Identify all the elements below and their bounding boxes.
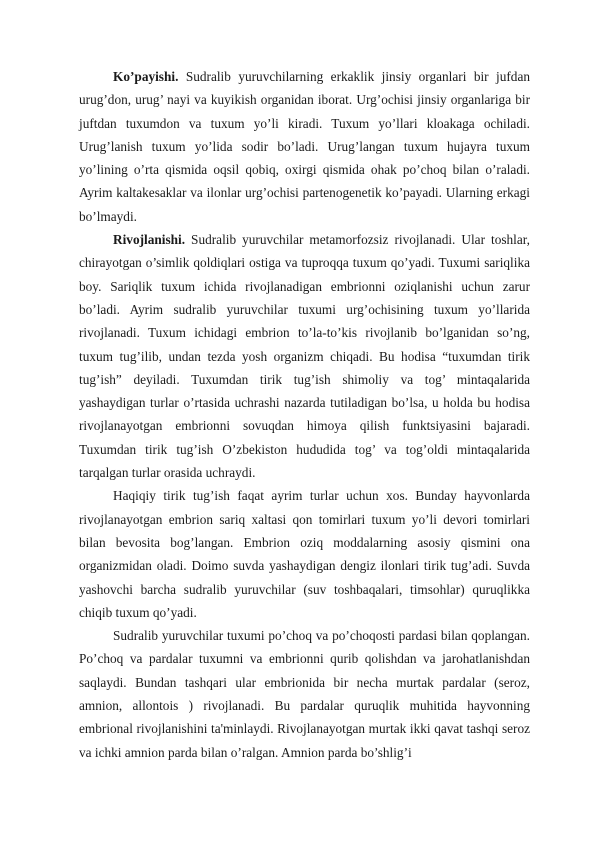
- paragraph-development: [79, 228, 530, 484]
- heading-development: Rivojlanishi.: [113, 232, 186, 248]
- paragraph-live-birth: [79, 484, 530, 624]
- paragraph-text: Sudralib yuruvchilarning erkaklik jinsiy organlari bir jufdan urug’don, urug’ nayi va kuyikish organidan iborat. Urg’ochisi jinsiy organlariga bir juftdan tuxumdon va tuxum yo’li kiradi. Tuxum yo’llari kloakaga ochiladi. Urug’lanish tuxum yo’lida sodir bo’ladi. Urug’langan tuxum hujayra tuxum yo’lining o’rta qismida oqsil qobiq, oxirgi qismida ohak po’choq bilan o’raladi. Ayrim kaltakesaklar va ilonlar urg’ochisi partenogenetik ko’payadi. Ularning erkagi bo’lmaydi.: [79, 69, 530, 224]
- document-page: [79, 65, 530, 764]
- paragraph-egg-membranes: [79, 624, 530, 764]
- paragraph-reproduction: [79, 65, 530, 228]
- paragraph-text: Haqiqiy tirik tug’ish faqat ayrim turlar uchun xos. Bunday hayvonlarda rivojlanayotgan embrion sariq xaltasi qon tomirlari tuxum yo’li devori tomirlari bilan bevosita bog’langan. Embrion oziq moddalarning asosiy qismini ona organizmidan oladi. Doimo suvda yashaydigan dengiz ilonlari tirik tug’adi. Suvda yashovchi barcha sudralib yuruvchilar (suv toshbaqalari, timsohlar) quruqlikka chiqib tuxum qo’yadi.: [79, 488, 530, 620]
- heading-reproduction: Ko’payishi.: [113, 69, 179, 84]
- paragraph-text: Sudralib yuruvchilar metamorfozsiz rivojlanadi. Ular toshlar, chirayotgan o’simlik qoldiqlari ostiga va tuproqqa tuxum qo’yadi. Tuxumi sariqlika boy. Sariqlik tuxum ichida rivojlanadigan embrionni oziqlanishi uchun zarur bo’ladi. Ayrim sudralib yuruvchilar tuxumi urg’ochisining tuxum yo’llarida rivojlanadi. Tuxum ichidagi embrion to’la-to’kis rivojlanib bo’lganidan so’ng, tuxum tug’ilib, undan tezda yosh organizm chiqadi. Bu hodisa “tuxumdan tirik tug’ish” deyiladi. Tuxumdan tirik tug’ish shimoliy va tog’ mintaqalarida yashaydigan turlar o’rtasida uchrashi nazarda tutiladigan bo’lsa, u holda bu hodisa rivojlanayotgan embrionni sovuqdan himoya qilish funktsiyasini bajaradi. Tuxumdan tirik tug’ish O’zbekiston hududida tog’ va tog’oldi mintaqalarida tarqalgan turlar orasida uchraydi.: [79, 232, 530, 481]
- paragraph-text: Sudralib yuruvchilar tuxumi po’choq va po’choqosti pardasi bilan qoplangan. Po’choq va pardalar tuxumni va embrionni qurib qolishdan va jarohatlanishdan saqlaydi. Bundan tashqari ular embrionida bir necha murtak pardalar (seroz, amnion, allontois ) rivojlanadi. Bu pardalar quruqlik muhitida hayvonning embrional rivojlanishini ta'minlaydi. Rivojlanayotgan murtak ikki qavat tashqi seroz va ichki amnion parda bilan o’ralgan. Amnion parda bo’shlig’i: [79, 628, 530, 760]
